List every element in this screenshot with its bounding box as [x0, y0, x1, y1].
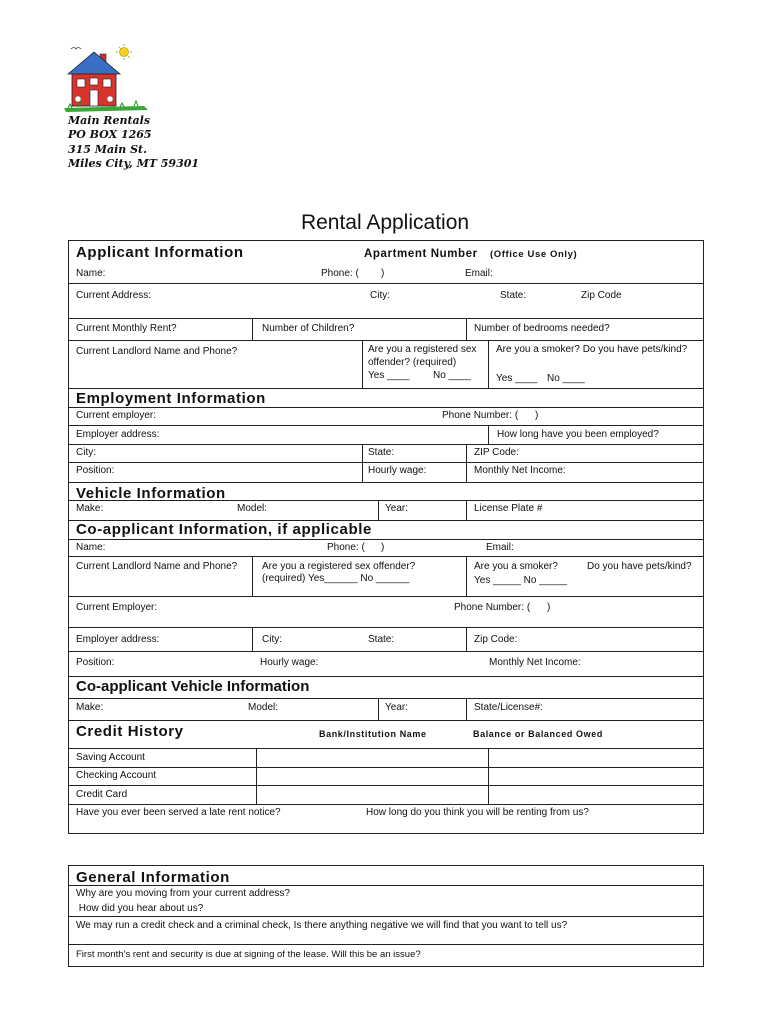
divider: [68, 748, 704, 749]
coapplicant-heading: Co-applicant Information, if applicable: [76, 521, 372, 538]
renting-duration-question[interactable]: How long do you think you will be renting from us?: [366, 807, 589, 818]
divider: [68, 720, 704, 721]
divider: [68, 500, 704, 501]
divider: [68, 885, 704, 886]
late-rent-question[interactable]: Have you ever been served a late rent notice?: [76, 807, 281, 818]
smoker-pets-question: Are you a smoker? Do you have pets/kind?: [496, 344, 688, 355]
divider: [68, 388, 704, 389]
hourly-wage-field[interactable]: Hourly wage:: [368, 465, 427, 476]
general-heading: General Information: [76, 869, 230, 886]
divider: [68, 318, 704, 319]
vehicle-year-field[interactable]: Year:: [385, 503, 408, 514]
coapplicant-email-field[interactable]: Email:: [486, 542, 514, 553]
co-vehicle-make-field[interactable]: Make:: [76, 702, 104, 713]
employer-state-field[interactable]: State:: [368, 447, 395, 458]
applicant-name-field[interactable]: Name:: [76, 268, 106, 279]
coapplicant-zip-field[interactable]: Zip Code:: [474, 634, 518, 645]
company-street: 315 Main St.: [68, 143, 147, 156]
coapplicant-employer-address-field[interactable]: Employer address:: [76, 634, 160, 645]
coapplicant-pets-field[interactable]: Do you have pets/kind?: [587, 561, 692, 572]
divider: [488, 340, 489, 388]
deposit-question[interactable]: First month’s rent and security is due at signing of the lease. Will this be an issue?: [76, 949, 421, 960]
applicant-city-field[interactable]: City:: [370, 290, 390, 301]
divider: [256, 748, 257, 804]
co-vehicle-year-field[interactable]: Year:: [385, 702, 408, 713]
divider: [378, 500, 379, 520]
divider: [68, 804, 704, 805]
vehicle-plate-field[interactable]: License Plate #: [474, 503, 543, 514]
divider: [466, 444, 467, 482]
coapplicant-name-field[interactable]: Name:: [76, 542, 106, 553]
background-check-question[interactable]: We may run a credit check and a criminal check, Is there anything negative we will find that you want to tell us?: [76, 920, 568, 931]
offender-yes[interactable]: Yes ____: [368, 370, 410, 381]
current-address-field[interactable]: Current Address:: [76, 290, 152, 301]
divider: [68, 785, 704, 786]
employer-city-field[interactable]: City:: [76, 447, 96, 458]
divider: [466, 318, 467, 340]
divider: [68, 462, 704, 463]
divider: [68, 482, 704, 483]
coapplicant-employer-phone-field[interactable]: Phone Number: (: [454, 602, 531, 613]
coapplicant-city-field[interactable]: City:: [262, 634, 282, 645]
divider: [466, 500, 467, 520]
divider: [466, 698, 467, 720]
divider: [378, 698, 379, 720]
coapplicant-state-field[interactable]: State:: [368, 634, 395, 645]
credit-heading: Credit History: [76, 723, 184, 740]
net-income-field[interactable]: Monthly Net Income:: [474, 465, 566, 476]
divider: [68, 556, 704, 557]
divider: [68, 425, 704, 426]
divider: [68, 698, 704, 699]
divider: [68, 283, 704, 284]
divider: [68, 539, 704, 540]
divider: [362, 444, 363, 482]
coapplicant-offender-question: Are you a registered sex offender?: [262, 561, 416, 572]
divider: [252, 627, 253, 651]
divider: [68, 651, 704, 652]
bedrooms-field[interactable]: Number of bedrooms needed?: [474, 323, 610, 334]
house-logo: [64, 44, 150, 116]
co-vehicle-heading: Co-applicant Vehicle Information: [76, 678, 310, 695]
office-use-label: (Office Use Only): [490, 249, 578, 260]
company-city: Miles City, MT 59301: [68, 157, 200, 170]
divider: [68, 767, 704, 768]
divider: [466, 627, 467, 651]
divider: [68, 407, 704, 408]
divider: [68, 944, 704, 945]
divider: [488, 748, 489, 804]
children-field[interactable]: Number of Children?: [262, 323, 355, 334]
divider: [68, 916, 704, 917]
coapplicant-offender-answer[interactable]: (required) Yes______ No ______: [262, 573, 410, 584]
coapplicant-employer-field[interactable]: Current Employer:: [76, 602, 158, 613]
coapplicant-phone-field[interactable]: Phone: (: [327, 542, 365, 553]
saving-account-row[interactable]: Saving Account: [76, 752, 145, 763]
monthly-rent-field[interactable]: Current Monthly Rent?: [76, 323, 177, 334]
divider: [68, 444, 704, 445]
bank-column-header: Bank/Institution Name: [319, 729, 427, 739]
credit-card-row[interactable]: Credit Card: [76, 789, 128, 800]
applicant-heading: Applicant Information: [76, 244, 244, 261]
employer-phone-field[interactable]: Phone Number: (: [442, 410, 519, 421]
divider: [362, 340, 363, 388]
applicant-zip-field[interactable]: Zip Code: [581, 290, 622, 301]
checking-account-row[interactable]: Checking Account: [76, 770, 157, 781]
offender-no[interactable]: No ____: [433, 370, 471, 381]
landlord-field[interactable]: Current Landlord Name and Phone?: [76, 346, 238, 357]
divider: [252, 318, 253, 340]
company-po-box: PO BOX 1265: [68, 128, 152, 141]
coapplicant-phone-close: ): [381, 542, 385, 553]
divider: [68, 340, 704, 341]
applicant-phone-field[interactable]: Phone: (: [321, 268, 359, 279]
applicant-phone-close: ): [381, 268, 385, 279]
coapplicant-net-income-field[interactable]: Monthly Net Income:: [489, 657, 581, 668]
divider: [488, 425, 489, 444]
apartment-number-label: Apartment Number: [364, 248, 478, 260]
company-name: Main Rentals: [68, 114, 151, 127]
vehicle-heading: Vehicle Information: [76, 485, 226, 502]
coapplicant-employer-phone-close: ): [547, 602, 551, 613]
applicant-email-field[interactable]: Email:: [465, 268, 493, 279]
moving-reason-question[interactable]: Why are you moving from your current address?: [76, 888, 290, 899]
coapplicant-wage-field[interactable]: Hourly wage:: [260, 657, 319, 668]
employed-duration-field[interactable]: How long have you been employed?: [497, 429, 659, 440]
coapplicant-position-field[interactable]: Position:: [76, 657, 115, 668]
coapplicant-landlord-field[interactable]: Current Landlord Name and Phone?: [76, 561, 238, 572]
employer-phone-close: ): [535, 410, 539, 421]
divider: [68, 676, 704, 677]
smoker-yes[interactable]: Yes ____: [496, 373, 538, 384]
divider: [68, 627, 704, 628]
divider: [68, 596, 704, 597]
coapplicant-smoker-question: Are you a smoker?: [474, 561, 558, 572]
balance-column-header: Balance or Balanced Owed: [473, 729, 603, 739]
employer-address-field[interactable]: Employer address:: [76, 429, 160, 440]
referral-question[interactable]: How did you hear about us?: [76, 903, 204, 914]
page-title: Rental Application: [300, 211, 470, 234]
vehicle-model-field[interactable]: Model:: [237, 503, 268, 514]
divider: [466, 556, 467, 596]
vehicle-make-field[interactable]: Make:: [76, 503, 104, 514]
coapplicant-smoker-answer[interactable]: Yes _____ No _____: [474, 575, 568, 586]
co-vehicle-model-field[interactable]: Model:: [248, 702, 279, 713]
divider: [252, 556, 253, 596]
co-vehicle-plate-field[interactable]: State/License#:: [474, 702, 543, 713]
smoker-no[interactable]: No ____: [547, 373, 585, 384]
offender-required: offender? (required): [368, 357, 457, 368]
position-field[interactable]: Position:: [76, 465, 115, 476]
employer-field[interactable]: Current employer:: [76, 410, 157, 421]
offender-question: Are you a registered sex: [368, 344, 477, 355]
employment-heading: Employment Information: [76, 390, 266, 407]
applicant-state-field[interactable]: State:: [500, 290, 527, 301]
employer-zip-field[interactable]: ZIP Code:: [474, 447, 519, 458]
